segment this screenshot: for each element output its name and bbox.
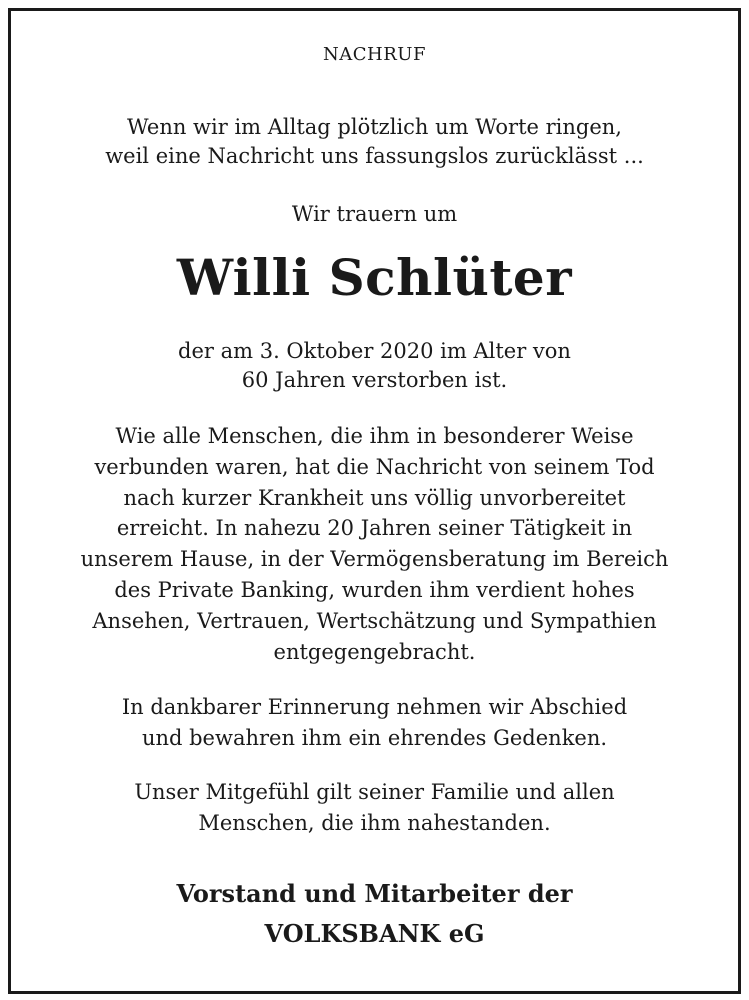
paragraph2-line-1: In dankbarer Erinnerung nehmen wir Abschied (121, 695, 628, 719)
paragraph3-line-1: Unser Mitgefühl gilt seiner Familie und allen (134, 780, 615, 804)
paragraph1-line-1: Wie alle Menschen, die ihm in besonderer Weise (115, 424, 634, 448)
paragraph1-line-7: Ansehen, Vertrauen, Wertschätzung und Sympathien (92, 609, 657, 633)
intro-line-1: Wenn wir im Alltag plötzlich um Worte ringen, (127, 115, 622, 139)
deceased-name: Willi Schlüter (176, 248, 573, 307)
paragraph1-line-6: des Private Banking, wurden ihm verdient hohes (114, 578, 635, 602)
paragraph1-line-4: erreicht. In nahezu 20 Jahren seiner Tätigkeit in (116, 516, 633, 540)
paragraph1-line-5: unserem Hause, in der Vermögensberatung im Bereich (80, 547, 669, 571)
death-info-line-1: der am 3. Oktober 2020 im Alter von (178, 339, 571, 363)
paragraph1-line-3: nach kurzer Krankheit uns völlig unvorbereitet (123, 486, 626, 510)
mourning-phrase: Wir trauern um (291, 202, 458, 226)
intro-line-2: weil eine Nachricht uns fassungslos zurücklässt ... (105, 144, 644, 168)
paragraph1-line-2: verbunden waren, hat die Nachricht von seinem Tod (94, 455, 655, 479)
signature-bank-name: VOLKSBANK eG (264, 919, 485, 948)
obituary-heading: NACHRUF (323, 44, 426, 65)
signature-line-1: Vorstand und Mitarbeiter der (176, 879, 573, 908)
paragraph2-line-2: und bewahren ihm ein ehrendes Gedenken. (141, 726, 608, 750)
death-info-line-2: 60 Jahren verstorben ist. (241, 368, 508, 392)
paragraph3-line-2: Menschen, die ihm nahestanden. (198, 811, 551, 835)
paragraph1-line-8: entgegengebracht. (273, 640, 476, 664)
